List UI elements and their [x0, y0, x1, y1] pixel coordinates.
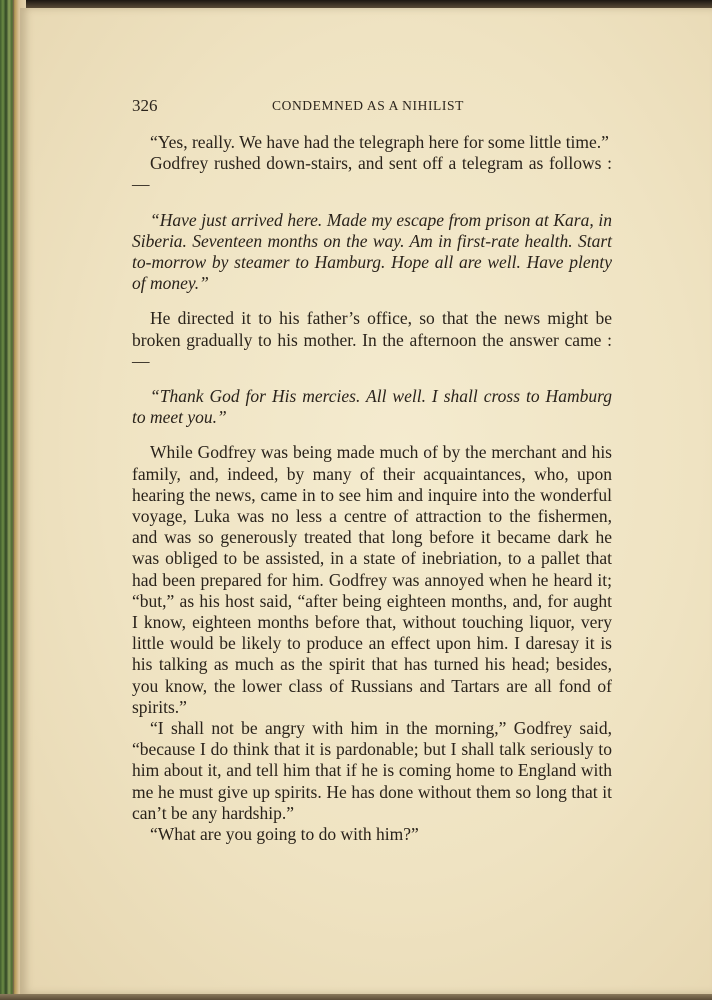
paragraph: “What are you going to do with him?” — [150, 824, 419, 845]
paragraph: He directed it to his father’s office, so that the news might be broken gradually to his mother. In the afternoon the answer came :— — [132, 308, 612, 371]
page-header — [132, 96, 612, 118]
telegram-reply-quote: “Thank God for His mercies. All well. I shall cross to Hamburg to meet you.” — [132, 386, 612, 428]
paragraph: “I shall not be angry with him in the morning,” Godfrey said, “because I do think that it is pardonable; but I shall talk seriously to him about it, and tell him that if he is coming home to England with me he must give up spirits. He has done without them so long that it can’t be any hardship.” — [132, 718, 612, 823]
paragraph: “Yes, really. We have had the telegraph here for some little time.” — [150, 132, 609, 152]
paragraph: While Godfrey was being made much of by the merchant and his family, and, indeed, by many of their acquaintances, who, upon hearing the news, came in to see him and inquire into the wonderful voyage, Luka was no less a centre of attraction to the fishermen, and was so generously treated that long before it became dark he was obliged to be assisted, in a state of inebriation, to a pallet that had been prepared for him. Godfrey was annoyed when he heard it; “but,” as his host said, “after being eighteen months, and, for aught I know, eighteen months before that, without touching liquor, very little would be likely to produce an effect upon him. I daresay it is his talking as much as the spirit that has turned his head; besides, you know, the lower class of Russians and Tartars are all fond of spirits.” — [132, 442, 612, 717]
body-text — [132, 132, 612, 845]
spine-line — [13, 0, 14, 1000]
page-number: 326 — [132, 96, 158, 115]
bottom-page-edge — [0, 994, 712, 1000]
telegram-quote: “Have just arrived here. Made my escape from prison at Kara, in Siberia. Seventeen months on the way. Am in first-rate health. Start to-morrow by steamer to Hamburg. Hope all are well. Have plenty of money.” — [132, 209, 612, 294]
running-head: CONDEMNED AS A NIHILIST — [272, 98, 464, 113]
top-page-edge — [0, 0, 712, 8]
paragraph: Godfrey rushed down-stairs, and sent off a telegram as follows :— — [132, 153, 612, 195]
